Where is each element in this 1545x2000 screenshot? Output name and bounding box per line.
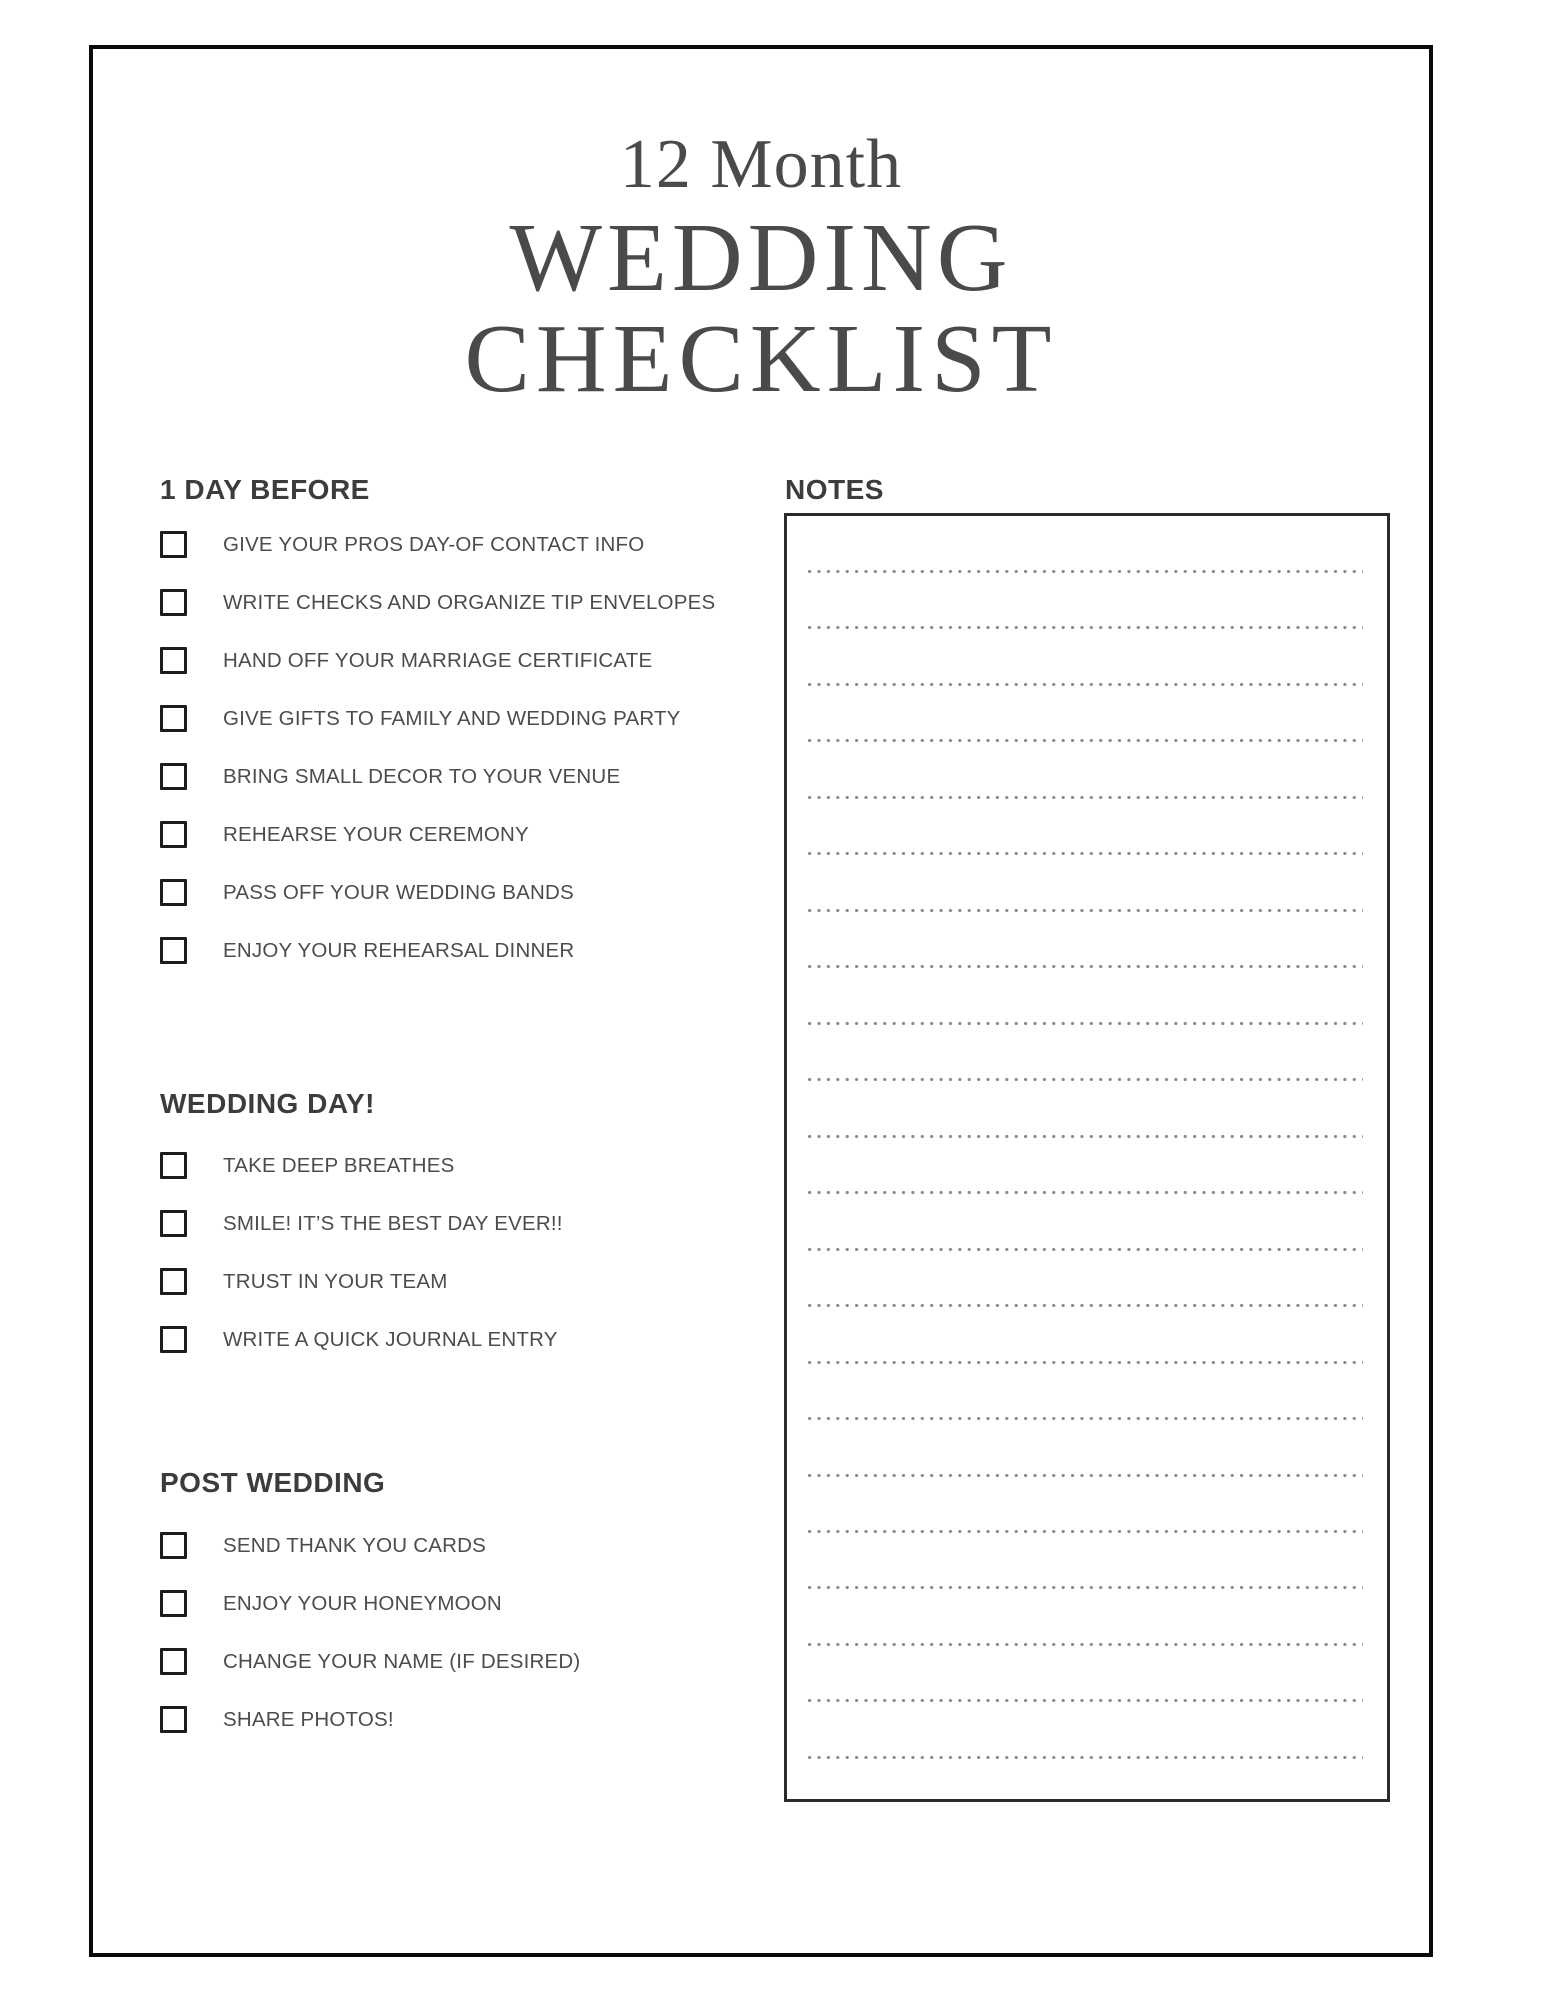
checklist-item-label: HAND OFF YOUR MARRIAGE CERTIFICATE	[223, 649, 653, 672]
checkbox[interactable]	[160, 705, 187, 732]
notes-box	[784, 513, 1390, 1802]
section-1-day-before	[160, 474, 800, 964]
checklist-row	[160, 821, 800, 848]
checklist-item-label: BRING SMALL DECOR TO YOUR VENUE	[223, 765, 621, 788]
section-heading: 1 DAY BEFORE	[160, 474, 370, 505]
notes-ruled-line	[808, 1586, 1363, 1589]
checklist-item-label: REHEARSE YOUR CEREMONY	[223, 823, 529, 846]
checklist-item-label: PASS OFF YOUR WEDDING BANDS	[223, 881, 574, 904]
notes-ruled-line	[808, 1699, 1363, 1702]
checklist-row	[160, 1326, 800, 1353]
notes-ruled-line	[808, 1474, 1363, 1477]
checkbox[interactable]	[160, 1590, 187, 1617]
notes-ruled-line	[808, 1022, 1363, 1025]
notes-ruled-line	[808, 1417, 1363, 1420]
section-post-wedding	[160, 1467, 800, 1733]
checkbox[interactable]	[160, 1210, 187, 1237]
notes-ruled-line	[808, 909, 1363, 912]
checkbox[interactable]	[160, 1706, 187, 1733]
checklist-row	[160, 647, 800, 674]
section-heading: WEDDING DAY!	[160, 1088, 375, 1119]
checkbox[interactable]	[160, 879, 187, 906]
checkbox[interactable]	[160, 589, 187, 616]
checkbox[interactable]	[160, 763, 187, 790]
checklist-item-label: SHARE PHOTOS!	[223, 1708, 394, 1731]
section-wedding-day	[160, 1088, 800, 1353]
checkbox[interactable]	[160, 1152, 187, 1179]
notes-ruled-line	[808, 1135, 1363, 1138]
checklist-item-label: GIVE YOUR PROS DAY-OF CONTACT INFO	[223, 533, 645, 556]
checkbox[interactable]	[160, 1648, 187, 1675]
notes-ruled-line	[808, 1304, 1363, 1307]
notes-ruled-line	[808, 683, 1363, 686]
checklist-item-label: GIVE GIFTS TO FAMILY AND WEDDING PARTY	[223, 707, 681, 730]
checklist-row	[160, 879, 800, 906]
checklist-item-label: SMILE! IT’S THE BEST DAY EVER!!	[223, 1212, 563, 1235]
title-checklist: CHECKLIST	[464, 305, 1058, 413]
notes-ruled-line	[808, 626, 1363, 629]
checkbox[interactable]	[160, 1326, 187, 1353]
checklist-row	[160, 1210, 800, 1237]
checkbox[interactable]	[160, 1532, 187, 1559]
checklist-row	[160, 705, 800, 732]
checklist-row	[160, 531, 800, 558]
checkbox[interactable]	[160, 647, 187, 674]
notes-ruled-line	[808, 1078, 1363, 1081]
notes-lines	[808, 570, 1363, 1759]
notes-ruled-line	[808, 1756, 1363, 1759]
checklist-row	[160, 1152, 800, 1179]
notes-ruled-line	[808, 796, 1363, 799]
notes-ruled-line	[808, 570, 1363, 573]
checklist-row	[160, 589, 800, 616]
checklist-row	[160, 1532, 800, 1559]
checklist-item-label: TAKE DEEP BREATHES	[223, 1154, 455, 1177]
checkbox[interactable]	[160, 531, 187, 558]
notes-ruled-line	[808, 1643, 1363, 1646]
checklist-row	[160, 763, 800, 790]
checkbox[interactable]	[160, 937, 187, 964]
checklist-row	[160, 937, 800, 964]
notes-ruled-line	[808, 1361, 1363, 1364]
title-subtitle: 12 Month	[619, 126, 903, 203]
checkbox[interactable]	[160, 821, 187, 848]
notes-ruled-line	[808, 965, 1363, 968]
checklist-item-label: ENJOY YOUR HONEYMOON	[223, 1592, 502, 1615]
notes-ruled-line	[808, 739, 1363, 742]
notes-ruled-line	[808, 852, 1363, 855]
title-wedding: WEDDING	[509, 204, 1013, 312]
checklist-item-label: SEND THANK YOU CARDS	[223, 1534, 486, 1557]
checklist-item-label: ENJOY YOUR REHEARSAL DINNER	[223, 939, 575, 962]
checklist-row	[160, 1268, 800, 1295]
checklist-row	[160, 1648, 800, 1675]
checklist-row	[160, 1590, 800, 1617]
notes-ruled-line	[808, 1191, 1363, 1194]
notes-ruled-line	[808, 1530, 1363, 1533]
notes-heading: NOTES	[785, 474, 884, 505]
checklist-item-label: WRITE A QUICK JOURNAL ENTRY	[223, 1328, 558, 1351]
checklist-row	[160, 1706, 800, 1733]
checklist-item-label: CHANGE YOUR NAME (IF DESIRED)	[223, 1650, 581, 1673]
checklist-item-label: WRITE CHECKS AND ORGANIZE TIP ENVELOPES	[223, 591, 716, 614]
section-heading: POST WEDDING	[160, 1467, 386, 1498]
notes-ruled-line	[808, 1248, 1363, 1251]
checkbox[interactable]	[160, 1268, 187, 1295]
checklist-item-label: TRUST IN YOUR TEAM	[223, 1270, 448, 1293]
